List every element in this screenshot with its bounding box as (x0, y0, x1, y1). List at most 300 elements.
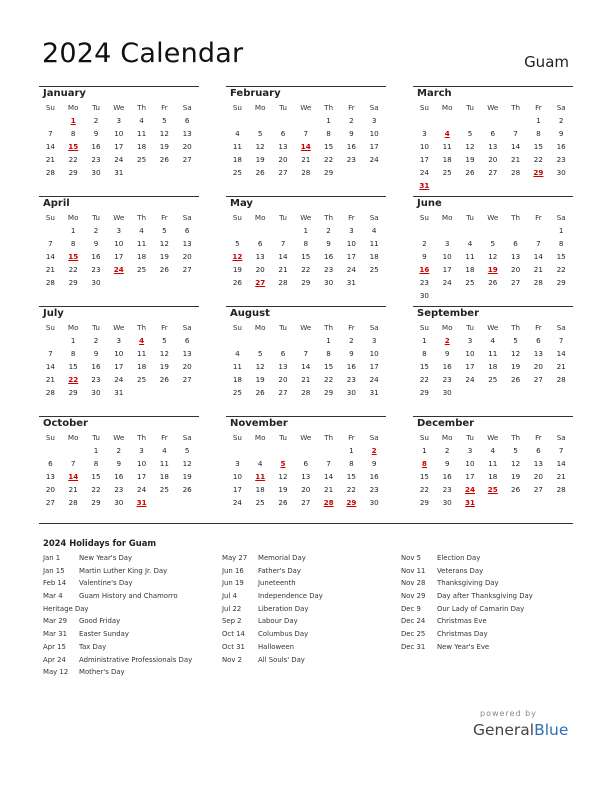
holiday-item (222, 615, 323, 628)
calendar-day: 30 (369, 498, 379, 507)
holiday-item (401, 565, 533, 578)
holiday-date: 11 (255, 472, 266, 481)
calendar-day: 19 (182, 472, 192, 481)
calendar-day: 21 (301, 155, 311, 164)
holiday-name: Our Lady of Camarin Day (437, 604, 525, 613)
calendar-day: 9 (444, 459, 450, 468)
holiday-date: 25 (487, 485, 498, 494)
week-row (226, 263, 386, 276)
calendar-day (436, 114, 459, 127)
calendar-day: 16 (346, 362, 356, 371)
calendar-day: 1 (326, 116, 331, 125)
month-july (39, 307, 199, 399)
calendar-day: 20 (255, 265, 265, 274)
calendar-day: 2 (422, 239, 427, 248)
region-label: Guam (524, 53, 569, 71)
calendar-day: 10 (369, 349, 379, 358)
calendar-day: 10 (465, 459, 475, 468)
brand-logo[interactable] (473, 721, 568, 739)
weekday-label: Tu (279, 323, 287, 332)
week-row (413, 276, 573, 289)
calendar-day: 13 (533, 459, 543, 468)
weekday-header (413, 431, 573, 444)
calendar-day: 5 (490, 239, 496, 248)
holiday-date-label: Oct 31 (222, 642, 245, 651)
holiday-item (43, 590, 192, 603)
weekday-label: Fr (348, 433, 355, 442)
calendar-day: 19 (511, 472, 521, 481)
calendar-day: 14 (533, 252, 543, 261)
calendar-day (436, 179, 459, 192)
calendar-day: 24 (465, 375, 475, 384)
calendar-day: 15 (91, 472, 101, 481)
calendar-day: 20 (301, 485, 311, 494)
calendar-day: 30 (442, 498, 452, 507)
calendar-day: 30 (556, 168, 566, 177)
calendar-day: 17 (369, 142, 379, 151)
calendar-day: 13 (301, 472, 311, 481)
calendar-day (272, 334, 295, 347)
calendar-day (504, 289, 527, 302)
calendar-day (39, 224, 62, 237)
brand-part2: Blue (534, 721, 569, 739)
calendar-day: 21 (556, 472, 566, 481)
week-row (39, 373, 199, 386)
weekday-label: Fr (161, 213, 168, 222)
weekday-header (413, 321, 573, 334)
calendar-day (130, 386, 153, 399)
calendar-day: 10 (442, 252, 452, 261)
calendar-day: 21 (533, 265, 543, 274)
holiday-name: Father's Day (258, 566, 301, 575)
week-row (413, 373, 573, 386)
calendar-day (481, 496, 504, 509)
holiday-date-label: Dec 25 (401, 630, 426, 639)
holiday-list-col1 (43, 552, 192, 679)
calendar-day: 16 (114, 472, 124, 481)
calendar-day: 4 (235, 129, 240, 138)
calendar-day: 8 (303, 239, 309, 248)
calendar-day: 13 (182, 239, 192, 248)
calendar-day: 29 (419, 498, 429, 507)
calendar-day: 3 (139, 446, 144, 455)
calendar-day: 6 (536, 446, 541, 455)
calendar-day: 3 (467, 336, 473, 345)
page-title: 2024 Calendar (42, 38, 244, 69)
weekday-label: Sa (182, 213, 192, 222)
calendar-day: 15 (556, 252, 566, 261)
month-october (39, 417, 199, 509)
weekday-label: Sa (556, 323, 566, 332)
calendar-day: 29 (324, 388, 334, 397)
calendar-day (459, 289, 482, 302)
calendar-day: 20 (488, 155, 498, 164)
holiday-date: 19 (487, 265, 498, 274)
calendar-day: 3 (116, 336, 122, 345)
calendar-day: 23 (442, 485, 452, 494)
weekday-label: Su (45, 103, 55, 112)
weekday-header (226, 431, 386, 444)
calendar-day (459, 114, 482, 127)
calendar-day (249, 444, 272, 457)
holiday-item (222, 577, 323, 590)
calendar-day: 23 (556, 155, 566, 164)
calendar-day: 7 (303, 129, 309, 138)
calendar-day: 30 (442, 388, 452, 397)
weekday-label: We (487, 433, 499, 442)
calendar-day: 17 (369, 362, 379, 371)
calendar-day: 27 (182, 375, 192, 384)
weekday-label: Th (511, 213, 521, 222)
calendar-day: 30 (91, 388, 101, 397)
calendar-day: 27 (488, 168, 498, 177)
calendar-day: 1 (303, 226, 309, 235)
calendar-day: 25 (442, 168, 452, 177)
calendar-day: 2 (93, 226, 99, 235)
holiday-date: 29 (533, 168, 544, 177)
calendar-day: 21 (511, 155, 521, 164)
calendar-day: 1 (349, 446, 354, 455)
week-row (39, 360, 199, 373)
holiday-date-label: Jan 1 (43, 554, 61, 562)
holidays-title: 2024 Holidays for Guam (43, 538, 157, 548)
calendar-day: 25 (137, 265, 147, 274)
week-row (413, 386, 573, 399)
month-name: February (230, 88, 281, 99)
calendar-day: 14 (45, 362, 55, 371)
week-row (413, 360, 573, 373)
calendar-day: 28 (278, 278, 288, 287)
calendar-day: 28 (301, 388, 311, 397)
holiday-date: 15 (68, 142, 79, 151)
calendar-day: 23 (346, 155, 356, 164)
week-row (39, 237, 199, 250)
calendar-day: 24 (369, 155, 379, 164)
calendar-day: 15 (346, 472, 356, 481)
calendar-day: 15 (324, 362, 334, 371)
calendar-day: 16 (91, 142, 101, 151)
calendar-day: 31 (114, 168, 124, 177)
week-row (413, 483, 573, 496)
holiday-date-label: Sep 2 (222, 617, 242, 626)
week-row (39, 250, 199, 263)
week-row (226, 347, 386, 360)
weekday-label: Mo (254, 323, 266, 332)
weekday-label: Fr (535, 213, 542, 222)
week-row (226, 127, 386, 140)
weekday-label: We (487, 323, 499, 332)
calendar-day: 13 (182, 349, 192, 358)
calendar-day: 5 (467, 129, 473, 138)
calendar-day: 30 (346, 388, 356, 397)
calendar-day: 13 (278, 362, 288, 371)
holiday-name: Heritage Day (43, 604, 89, 613)
calendar-day (294, 334, 317, 347)
calendar-day: 22 (324, 375, 334, 384)
weekday-label: We (113, 103, 125, 112)
week-row (413, 263, 573, 276)
holiday-date-label: Feb 14 (43, 579, 67, 588)
calendar-day: 17 (465, 362, 475, 371)
calendar-day: 18 (232, 155, 242, 164)
week-row (39, 276, 199, 289)
calendar-day: 3 (116, 226, 122, 235)
calendar-day (413, 224, 436, 237)
calendar-day: 2 (93, 336, 99, 345)
calendar-day: 14 (556, 459, 566, 468)
calendar-day: 7 (70, 459, 76, 468)
calendar-day: 29 (556, 278, 566, 287)
calendar-day: 12 (511, 349, 521, 358)
weekday-label: Su (232, 323, 242, 332)
calendar-day: 5 (257, 349, 263, 358)
calendar-day: 6 (303, 459, 309, 468)
calendar-day: 24 (137, 485, 147, 494)
calendar-day: 29 (301, 278, 311, 287)
calendar-day: 5 (235, 239, 240, 248)
calendar-day: 18 (137, 142, 147, 151)
calendar-day: 29 (68, 168, 78, 177)
holiday-date: 14 (300, 142, 311, 151)
calendar-day: 11 (465, 252, 475, 261)
calendar-day: 27 (533, 485, 543, 494)
calendar-day: 20 (278, 375, 288, 384)
holiday-date: 5 (280, 459, 286, 468)
holiday-item (43, 615, 192, 628)
holiday-date: 8 (421, 459, 427, 468)
month-august (226, 307, 386, 399)
calendar-day (107, 276, 130, 289)
calendar-day: 25 (232, 388, 242, 397)
holiday-item (222, 603, 323, 616)
month-november (226, 417, 386, 509)
weekday-label: Su (419, 103, 429, 112)
weekday-label: Fr (161, 323, 168, 332)
month-name: September (417, 308, 479, 319)
calendar-day: 23 (324, 265, 334, 274)
calendar-day: 22 (68, 265, 78, 274)
calendar-day (504, 224, 527, 237)
weekday-label: Th (137, 323, 147, 332)
calendar-day: 16 (369, 472, 379, 481)
calendar-day: 21 (556, 362, 566, 371)
calendar-day: 26 (255, 168, 265, 177)
calendar-day: 7 (48, 349, 53, 358)
weekday-label: Tu (92, 103, 100, 112)
calendar-day: 28 (45, 388, 55, 397)
calendar-day: 27 (511, 278, 521, 287)
calendar-day: 26 (465, 168, 475, 177)
calendar-day: 15 (68, 362, 78, 371)
holiday-name: Christmas Day (437, 630, 488, 639)
calendar-day (272, 114, 295, 127)
calendar-day: 28 (533, 278, 543, 287)
holiday-item (222, 552, 323, 565)
weekday-label: Mo (441, 323, 453, 332)
week-row (226, 276, 386, 289)
calendar-day: 20 (182, 362, 192, 371)
month-march (413, 87, 573, 192)
calendar-day (176, 496, 199, 509)
calendar-day: 25 (159, 485, 169, 494)
calendar-day: 4 (490, 446, 496, 455)
calendar-day: 29 (91, 498, 101, 507)
calendar-day: 8 (558, 239, 564, 248)
calendar-day: 24 (114, 375, 124, 384)
calendar-day (176, 276, 199, 289)
calendar-day: 20 (511, 265, 521, 274)
holiday-item (401, 615, 533, 628)
week-row (226, 483, 386, 496)
calendar-day: 14 (511, 142, 521, 151)
calendar-day: 7 (513, 129, 518, 138)
calendar-day: 14 (278, 252, 288, 261)
calendar-day: 27 (533, 375, 543, 384)
weekday-label: Th (137, 213, 147, 222)
calendar-day: 16 (324, 252, 334, 261)
calendar-day (363, 276, 386, 289)
weekday-label: We (113, 323, 125, 332)
calendar-day: 9 (349, 349, 354, 358)
calendar-day: 18 (255, 485, 265, 494)
holiday-name: Martin Luther King Jr. Day (79, 566, 168, 575)
weekday-label: Tu (92, 213, 100, 222)
calendar-day: 13 (511, 252, 521, 261)
calendar-day (527, 224, 550, 237)
calendar-day: 30 (114, 498, 124, 507)
calendar-day: 12 (465, 142, 475, 151)
holiday-date: 22 (68, 375, 79, 384)
weekday-label: Mo (67, 213, 79, 222)
calendar-day (39, 114, 62, 127)
holiday-name: Halloween (258, 642, 294, 651)
weekday-label: Fr (535, 103, 542, 112)
calendar-day: 19 (465, 155, 475, 164)
holiday-name: Columbus Day (258, 630, 309, 639)
holiday-item (43, 552, 192, 565)
calendar-day (436, 224, 459, 237)
calendar-day: 22 (91, 485, 101, 494)
holiday-date-label: Mar 29 (43, 617, 67, 626)
month-name: November (230, 418, 288, 429)
calendar-day: 2 (349, 336, 354, 345)
week-row (413, 334, 573, 347)
calendar-day: 15 (419, 362, 429, 371)
calendar-day: 21 (324, 485, 334, 494)
calendar-day: 9 (558, 129, 564, 138)
calendar-day: 4 (162, 446, 167, 455)
holiday-date: 24 (464, 485, 475, 494)
calendar-day: 26 (255, 388, 265, 397)
calendar-day (459, 179, 482, 192)
calendar-day (130, 276, 153, 289)
week-row (413, 179, 573, 192)
calendar-day: 18 (369, 252, 379, 261)
weekday-label: Th (324, 213, 334, 222)
holiday-date-label: Jul 22 (222, 604, 242, 613)
calendar-day (504, 496, 527, 509)
holiday-date: 31 (464, 498, 475, 507)
calendar-day (550, 289, 573, 302)
holiday-name: Christmas Eve (437, 617, 487, 626)
calendar-day: 10 (137, 459, 147, 468)
calendar-day: 20 (45, 485, 55, 494)
holiday-name: Independence Day (258, 592, 323, 601)
calendar-day: 8 (326, 129, 331, 138)
holiday-date-label: Mar 31 (43, 630, 67, 639)
weekday-label: We (300, 103, 312, 112)
weekday-label: Fr (348, 213, 355, 222)
holiday-name: Easter Sunday (79, 630, 129, 639)
calendar-day (459, 386, 482, 399)
holiday-name: Good Friday (79, 617, 121, 626)
calendar-day: 18 (232, 375, 242, 384)
calendar-day: 6 (184, 116, 190, 125)
calendar-day: 11 (232, 362, 242, 371)
week-row (39, 224, 199, 237)
calendar-day: 19 (159, 252, 169, 261)
calendar-day: 17 (114, 252, 124, 261)
calendar-day (226, 114, 249, 127)
calendar-day: 28 (556, 485, 566, 494)
calendar-day: 10 (114, 349, 124, 358)
calendar-day: 26 (159, 155, 169, 164)
calendar-day: 25 (137, 375, 147, 384)
holiday-item (401, 628, 533, 641)
calendar-day: 2 (558, 116, 564, 125)
holiday-name: Mother's Day (79, 668, 125, 677)
holiday-date: 16 (419, 265, 430, 274)
holiday-item (401, 590, 533, 603)
calendar-day: 23 (346, 375, 356, 384)
weekday-label: We (487, 213, 499, 222)
calendar-day: 7 (326, 459, 331, 468)
month-name: January (43, 88, 86, 99)
weekday-label: Fr (348, 103, 355, 112)
weekday-label: Tu (279, 103, 287, 112)
calendar-day (272, 444, 295, 457)
calendar-day: 4 (371, 226, 377, 235)
calendar-day: 19 (232, 265, 242, 274)
weekday-label: Tu (466, 323, 474, 332)
calendar-day: 5 (162, 226, 167, 235)
week-row (226, 386, 386, 399)
calendar-day: 31 (369, 388, 379, 397)
holiday-name: New Year's Day (79, 554, 133, 562)
week-row (226, 237, 386, 250)
calendar-day: 8 (93, 459, 99, 468)
calendar-day: 30 (324, 278, 334, 287)
week-row (39, 444, 199, 457)
holiday-date-label: Nov 2 (222, 655, 243, 664)
calendar-day: 12 (159, 349, 169, 358)
weekday-label: Th (137, 103, 147, 112)
calendar-day (459, 224, 482, 237)
weekday-label: Mo (254, 103, 266, 112)
calendar-day (249, 114, 272, 127)
calendar-day (39, 444, 62, 457)
weekday-label: Tu (466, 213, 474, 222)
calendar-day: 26 (159, 265, 169, 274)
week-row (226, 140, 386, 153)
calendar-day: 31 (114, 388, 124, 397)
holiday-date-label: May 12 (43, 668, 69, 677)
weekday-label: Tu (279, 213, 287, 222)
weekday-label: Su (419, 213, 429, 222)
calendar-day (226, 224, 249, 237)
calendar-day: 6 (513, 239, 518, 248)
calendar-day (504, 179, 527, 192)
